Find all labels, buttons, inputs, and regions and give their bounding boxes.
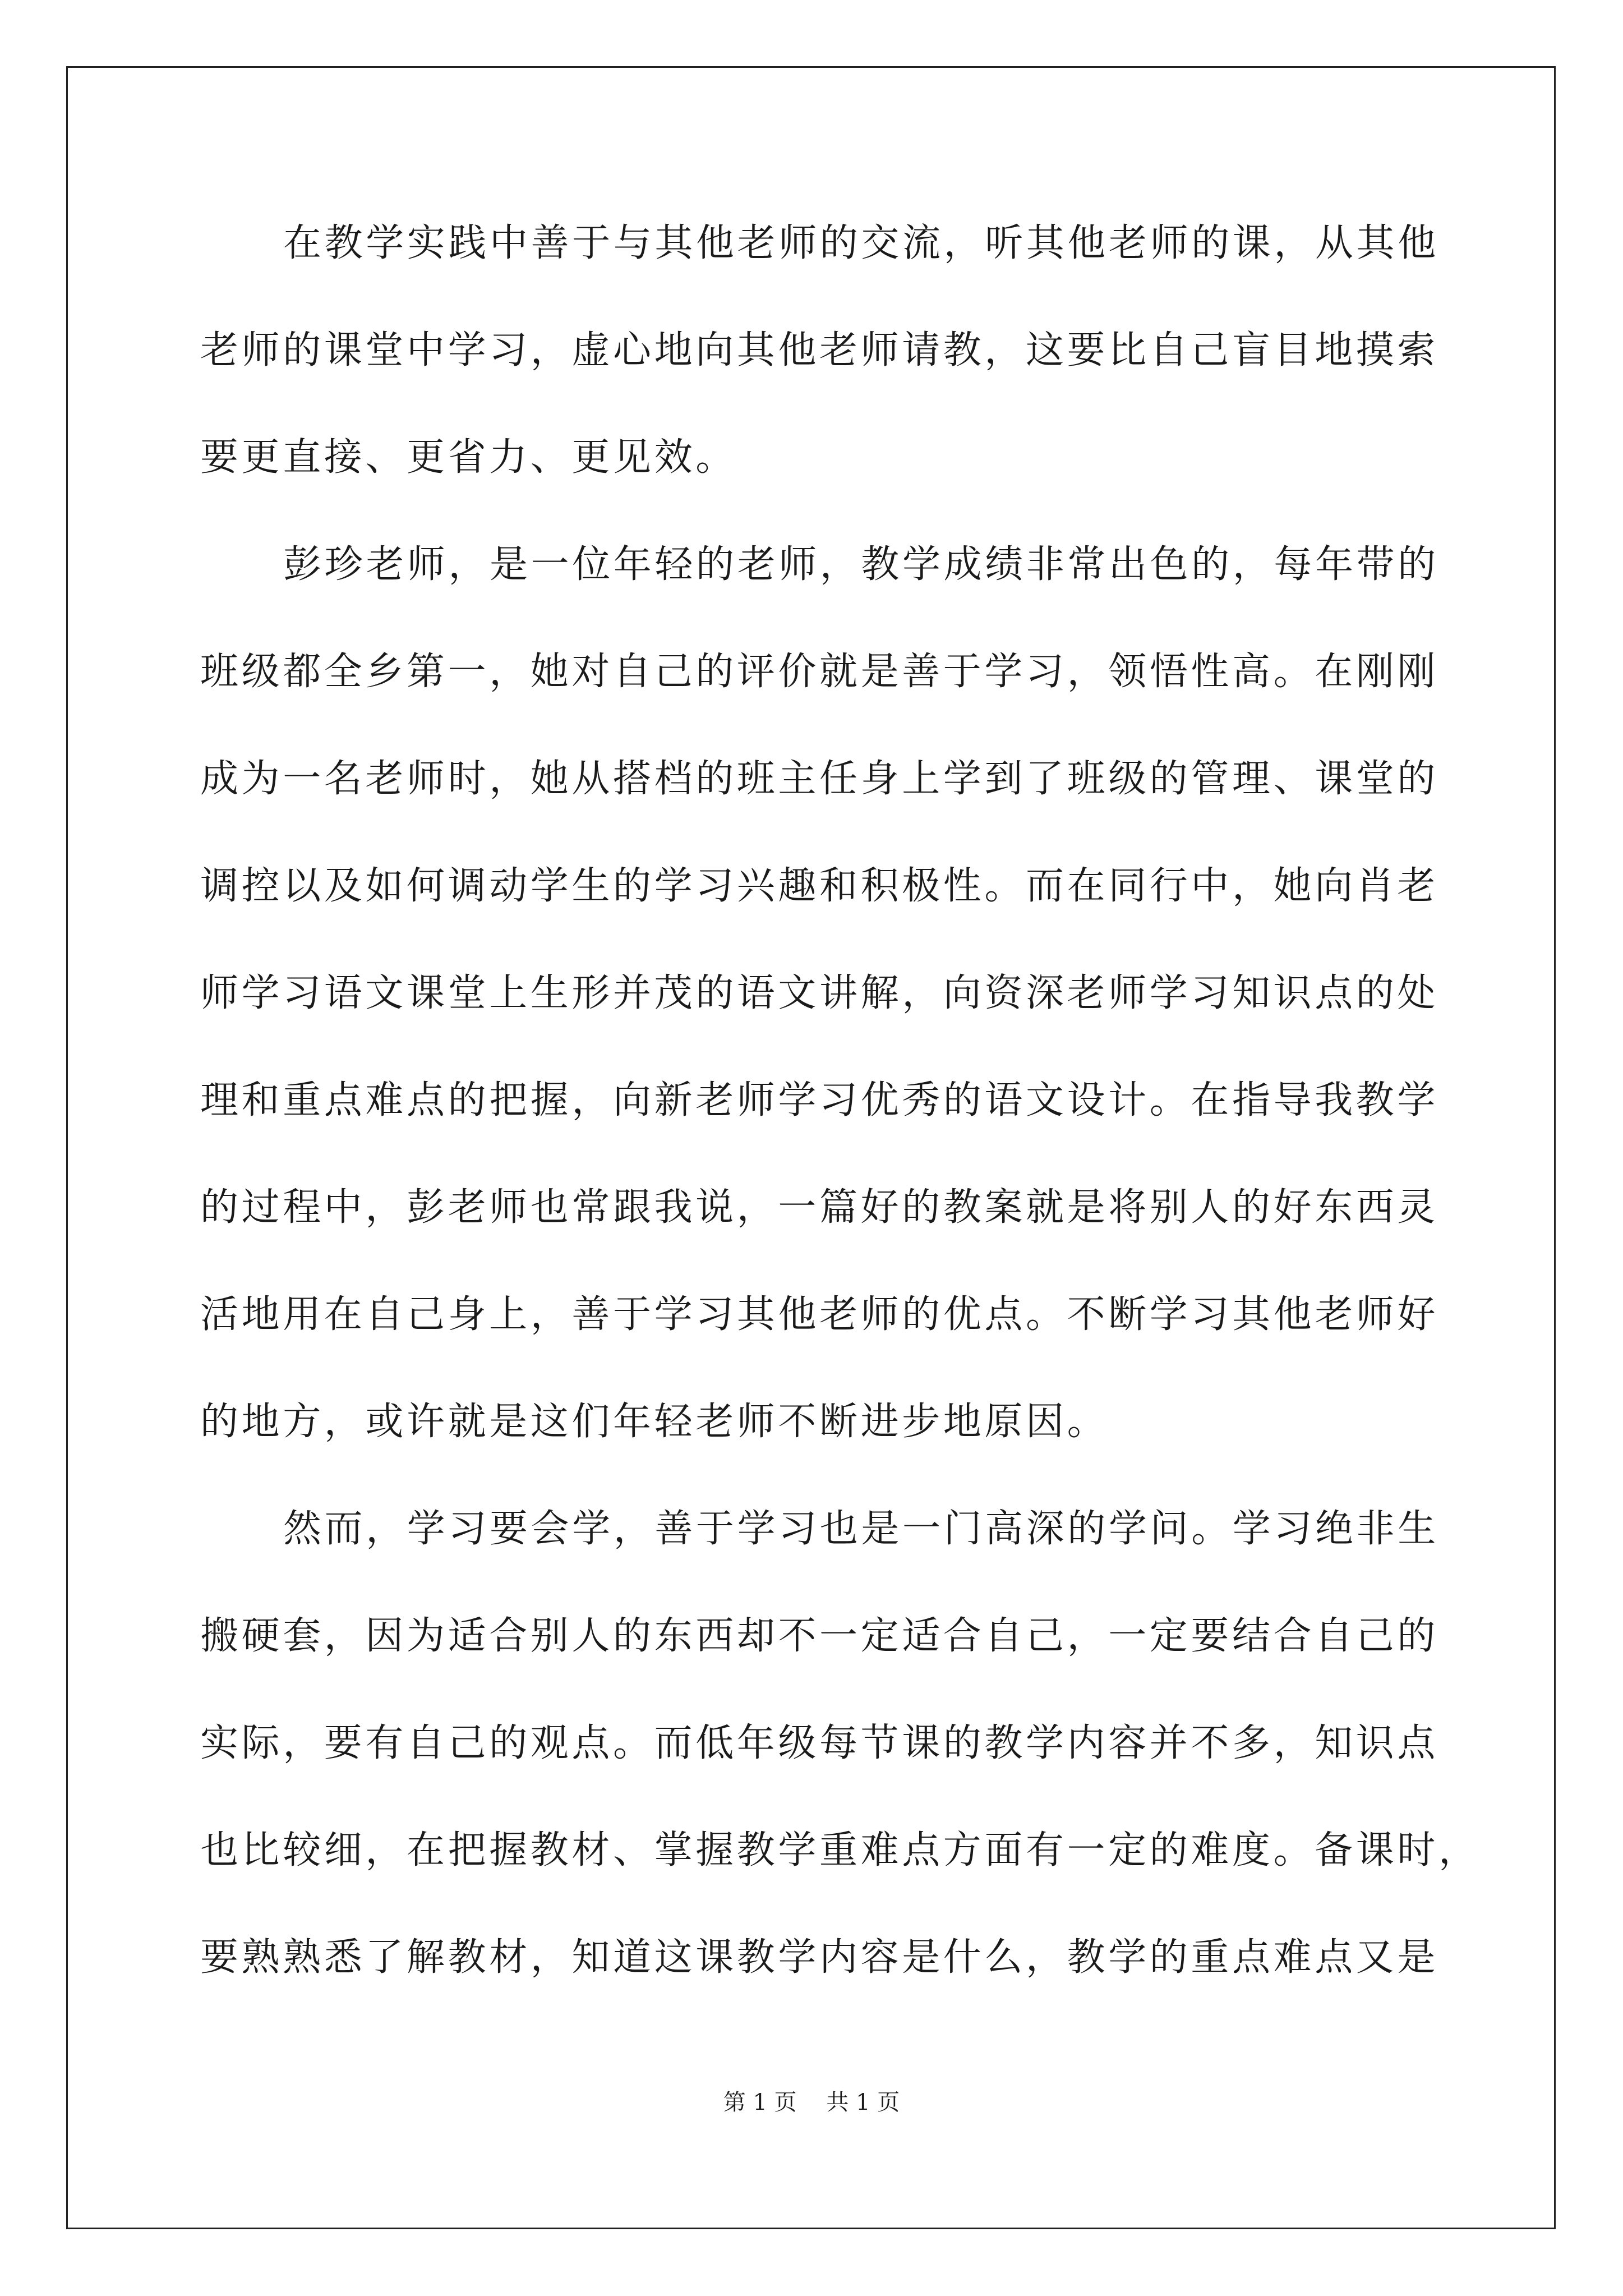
- paragraph-line: 然而，学习要会学，善于学习也是一门高深的学问。学习绝非生: [283, 1507, 1439, 1551]
- paragraph-line: 要更直接、更省力、更见效。: [200, 435, 737, 480]
- page-number-current: 第 1 页: [723, 2090, 797, 2115]
- page-footer: [0, 2088, 1623, 2116]
- page-number-total: 共 1 页: [826, 2090, 900, 2115]
- paragraph-line: 老师的课堂中学习，虚心地向其他老师请教，这要比自己盲目地摸索: [200, 328, 1439, 372]
- paragraph-line: 的过程中，彭老师也常跟我说，一篇好的教案就是将别人的好东西灵: [200, 1185, 1439, 1230]
- paragraph-line: 彭珍老师，是一位年轻的老师，教学成绩非常出色的，每年带的: [283, 542, 1439, 587]
- paragraph-line: 活地用在自己身上，善于学习其他老师的优点。不断学习其他老师好: [200, 1292, 1439, 1337]
- paragraph-line: 调控以及如何调动学生的学习兴趣和积极性。而在同行中，她向肖老: [200, 864, 1439, 908]
- paragraph-line: 搬硬套，因为适合别人的东西却不一定适合自己，一定要结合自己的: [200, 1614, 1439, 1658]
- paragraph-line: 的地方，或许就是这们年轻老师不断进步地原因。: [200, 1400, 1109, 1444]
- paragraph-line: 理和重点难点的把握，向新老师学习优秀的语文设计。在指导我教学: [200, 1078, 1439, 1122]
- paragraph-line: 师学习语文课堂上生形并茂的语文讲解，向资深老师学习知识点的处: [200, 971, 1439, 1015]
- paragraph-line: 要熟熟悉了解教材，知道这课教学内容是什么，教学的重点难点又是: [200, 1935, 1439, 1980]
- paragraph-line: 成为一名老师时，她从搭档的班主任身上学到了班级的管理、课堂的: [200, 757, 1439, 801]
- paragraph-line: 在教学实践中善于与其他老师的交流，听其他老师的课，从其他: [283, 221, 1439, 265]
- paragraph-line: 班级都全乡第一，她对自己的评价就是善于学习，领悟性高。在刚刚: [200, 650, 1439, 694]
- paragraph-line: 实际，要有自己的观点。而低年级每节课的教学内容并不多，知识点: [200, 1721, 1439, 1765]
- document-body: [200, 218, 1480, 2039]
- paragraph-line: 也比较细，在把握教材、掌握教学重难点方面有一定的难度。备课时，: [200, 1828, 1480, 1872]
